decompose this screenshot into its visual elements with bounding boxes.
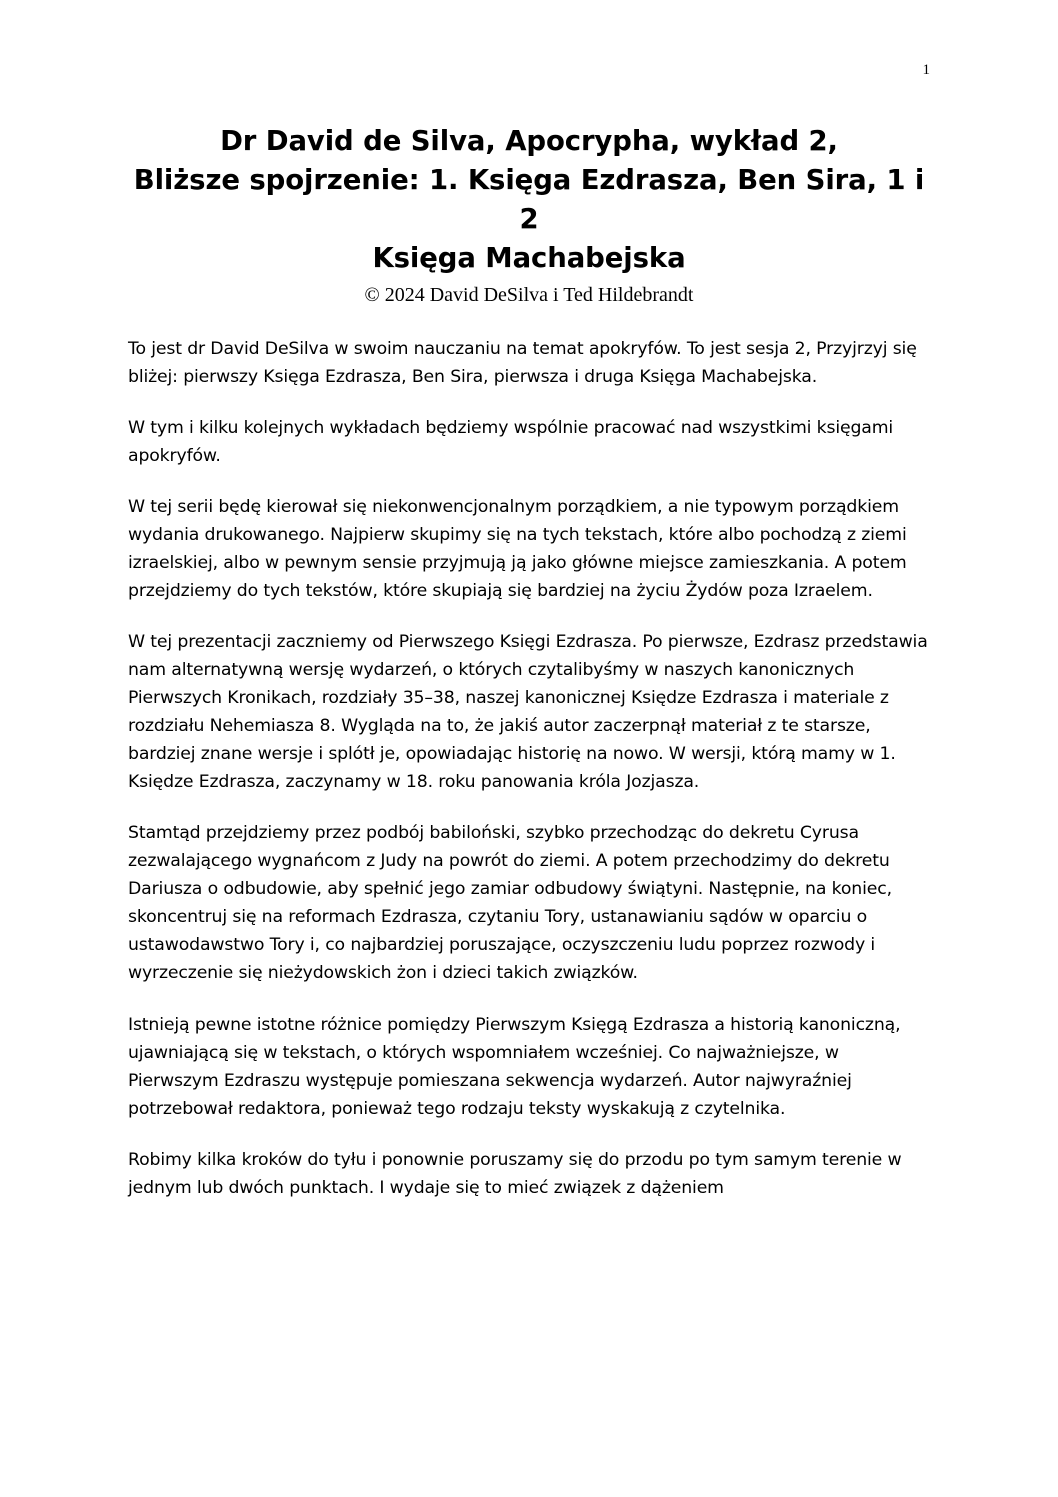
title-line-3: Księga Machabejska	[372, 242, 686, 275]
title-line-1: Dr David de Silva, Apocrypha, wykład 2,	[220, 125, 838, 157]
paragraph: W tym i kilku kolejnych wykładach będziemy wspólnie pracować nad wszystkimi księgami apokryfów.	[128, 418, 894, 467]
title-block	[128, 122, 930, 309]
page-number: 1	[922, 62, 930, 78]
paragraph: Istnieją pewne istotne różnice pomiędzy Pierwszym Księgą Ezdrasza a historią kanoniczną, ujawniającą się w tekstach, o których wspomniałem wcześniej. Co najważniejsze, w Pierwszym Ezdraszu występuje pomieszana sekwencja wydarzeń. Autor najwyraźniej potrzebował redaktora, ponieważ tego rodzaju teksty wyskakują z czytelnika.	[128, 1014, 901, 1119]
paragraph: To jest dr David DeSilva w swoim nauczaniu na temat apokryfów. To jest sesja 2, Przyjrzyj się bliżej: pierwszy Księga Ezdrasza, Ben Sira, pierwsza i druga Księga Machabejska.	[128, 339, 917, 388]
paragraph: Stamtąd przejdziemy przez podbój babiloński, szybko przechodząc do dekretu Cyrusa zezwalającego wygnańcom z Judy na powrót do ziemi. A potem przechodzimy do dekretu Dariusza o odbudowie, aby spełnić jego zamiar odbudowy świątyni. Następnie, na koniec, skoncentruj się na reformach Ezdrasza, czytaniu Tory, ustanawianiu sądów w oparciu o ustawodawstwo Tory i, co najbardziej poruszające, oczyszczeniu ludu poprzez rozwody i wyrzeczenie się nieżydowskich żon i dzieci takich związków.	[128, 823, 892, 984]
paragraph: W tej serii będę kierował się niekonwencjonalnym porządkiem, a nie typowym porządkiem wydania drukowanego. Najpierw skupimy się na tych tekstach, które albo pochodzą z ziemi izraelskiej, albo w pewnym sensie przyjmują ją jako główne miejsce zamieszkania. A potem przejdziemy do tych tekstów, które skupiają się bardziej na życiu Żydów poza Izraelem.	[128, 497, 907, 602]
copyright-line: © 2024 David DeSilva i Ted Hildebrandt	[364, 284, 694, 307]
paragraph: Robimy kilka kroków do tyłu i ponownie poruszamy się do przodu po tym samym terenie w jednym lub dwóch punktach. I wydaje się to mieć związek z dążeniem	[128, 1149, 902, 1198]
page-title	[128, 122, 930, 278]
title-line-2: Bliższe spojrzenie: 1. Księga Ezdrasza, Ben Sira, 1 i 2	[133, 164, 925, 236]
document-body	[128, 335, 930, 1201]
paragraph: W tej prezentacji zaczniemy od Pierwszego Księgi Ezdrasza. Po pierwsze, Ezdrasz przedstawia nam alternatywną wersję wydarzeń, o których czytalibyśmy w naszych kanonicznych Pierwszych Kronikach, rozdziały 35–38, naszej kanonicznej Księdze Ezdrasza i materiale z rozdziału Nehemiasza 8. Wygląda na to, że jakiś autor zaczerpnął materiał z te starsze, bardziej znane wersje i splótł je, opowiadając historię na nowo. W wersji, którą mamy w 1. Księdze Ezdrasza, zaczynamy w 18. roku panowania króla Jozjasza.	[128, 632, 928, 793]
